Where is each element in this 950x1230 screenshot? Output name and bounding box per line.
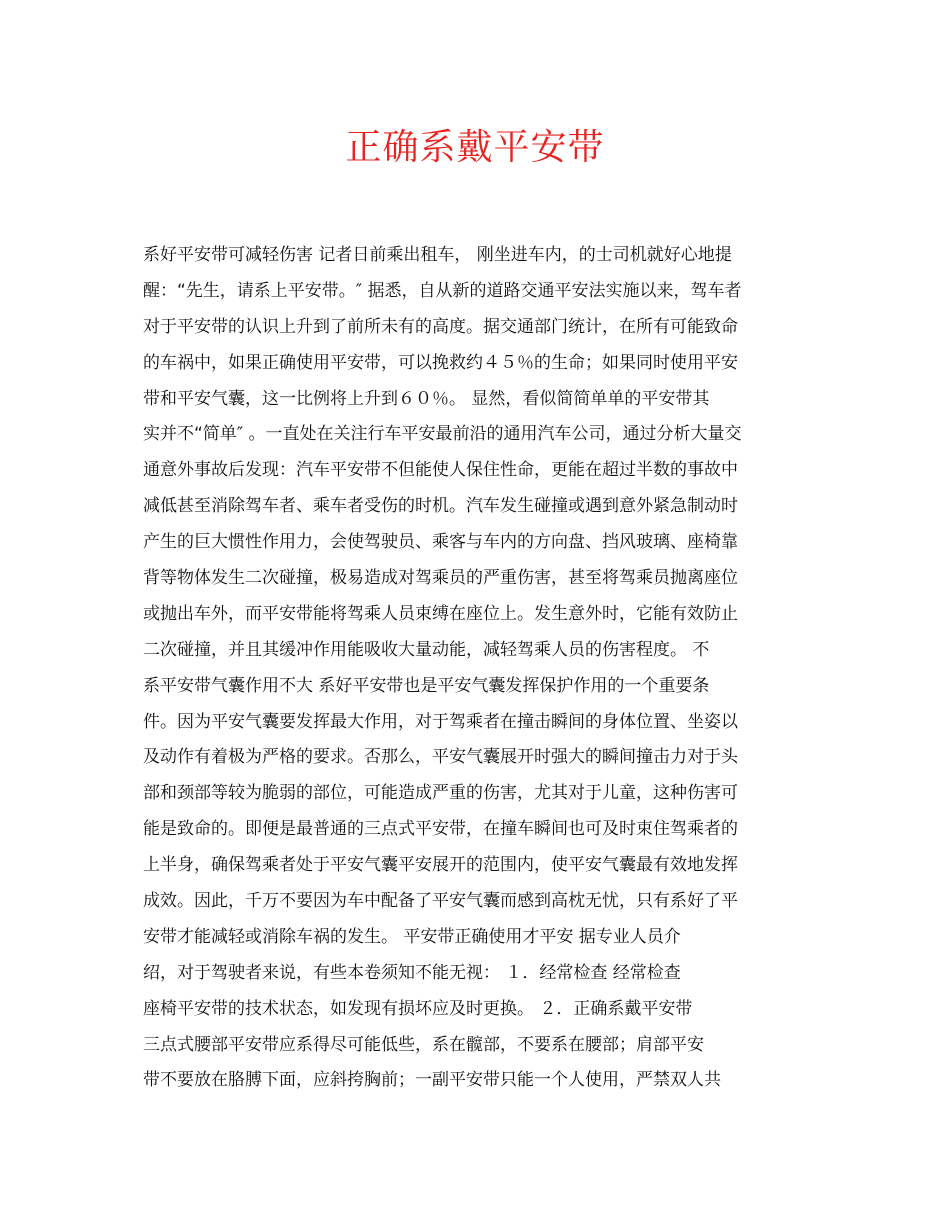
body-line: 系平安带气囊作用不大 系好平安带也是平安气囊发挥保护作用的一个重要条 [143,675,710,696]
body-text [143,238,813,1099]
body-line: 部和颈部等较为脆弱的部位，可能造成严重的伤害，尤其对于儿童，这种伤害可 [143,783,738,804]
page-title: 正确系戴平安带 [345,127,605,168]
body-line: 或抛出车外，而平安带能将驾乘人员束缚在座位上。发生意外时，它能有效防止 [143,603,738,624]
body-line: 醒：“先生，请系上平安带。″ 据悉，自从新的道路交通平安法实施以来，驾车者 [143,280,742,301]
body-line: 对于平安带的认识上升到了前所未有的高度。据交通部门统计，在所有可能致命 [143,316,738,337]
body-line: 三点式腰部平安带应系得尽可能低些，系在髋部，不要系在腰部；肩部平安 [143,1034,704,1055]
body-line: 背等物体发生二次碰撞，极易造成对驾乘员的严重伤害，甚至将驾乘员抛离座位 [143,568,738,589]
body-line: 减低甚至消除驾车者、乘车者受伤的时机。汽车发生碰撞或遇到意外紧急制动时 [143,496,738,517]
body-line: 实并不“简单″ 。一直处在关注行车平安最前沿的通用汽车公司，通过分析大量交 [143,424,742,445]
body-line: 成效。因此，千万不要因为车中配备了平安气囊而感到高枕无忧，只有系好了平 [143,891,738,912]
body-line: 能是致命的。即便是最普通的三点式平安带，在撞车瞬间也可及时束住驾乘者的 [143,819,738,840]
body-line: 带不要放在胳膊下面，应斜挎胸前；一副平安带只能一个人使用，严禁双人共 [143,1070,721,1091]
body-line: 带和平安气囊，这一比例将上升到６０％。 显然，看似简简单单的平安带其 [143,388,710,409]
body-line: 绍，对于驾驶者来说，有些本卷须知不能无视： １．经常检查 经常检查 [143,962,681,983]
body-line: 上半身，确保驾乘者处于平安气囊平安展开的范围内，使平安气囊最有效地发挥 [143,855,738,876]
body-line: 安带才能减轻或消除车祸的发生。 平安带正确使用才平安 据专业人员介 [143,926,681,947]
body-line: 及动作有着极为严格的要求。否那么，平安气囊展开时强大的瞬间撞击力对于头 [143,747,738,768]
body-line: 座椅平安带的技术状态，如发现有损坏应及时更换。 ２．正确系戴平安带 [143,998,693,1019]
body-line: 通意外事故后发现：汽车平安带不但能使人保住性命，更能在超过半数的事故中 [143,460,738,481]
body-line: 系好平安带可减轻伤害 记者日前乘出租车， 刚坐进车内，的士司机就好心地提 [143,245,732,265]
body-line: 产生的巨大惯性作用力，会使驾驶员、乘客与车内的方向盘、挡风玻璃、座椅靠 [143,532,738,553]
body-line: 的车祸中，如果正确使用平安带，可以挽救约４５％的生命；如果同时使用平安 [143,352,738,373]
body-line: 件。因为平安气囊要发挥最大作用，对于驾乘者在撞击瞬间的身体位置、坐姿以 [143,711,738,732]
body-line: 二次碰撞，并且其缓冲作用能吸收大量动能，减轻驾乘人员的伤害程度。 不 [143,639,710,660]
